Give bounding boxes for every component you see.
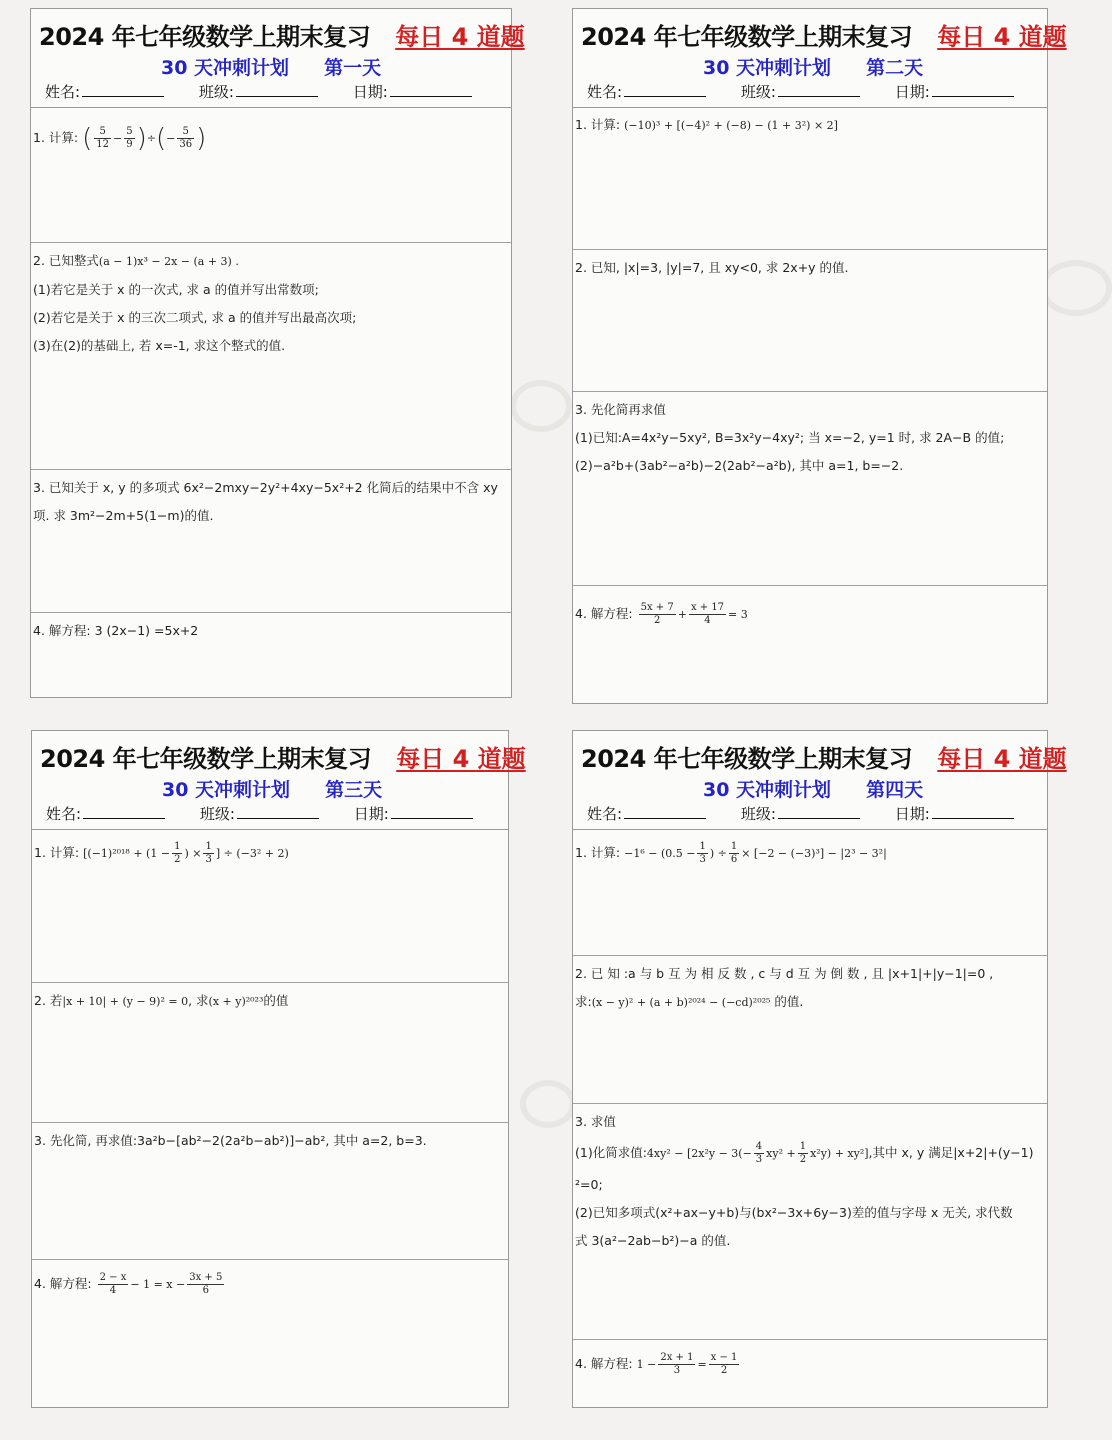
question-text: 1. 计算: [575,117,621,132]
fraction-denominator: 3 [699,854,706,865]
name-field[interactable] [83,806,165,819]
math-operator: ) × [184,847,202,860]
date-field[interactable] [932,84,1014,97]
question-line: 式 3(a²−2ab−b²)−a 的值. [575,1233,731,1248]
question-4 [31,612,511,699]
math-expression: 1 − [636,1358,657,1371]
daily-tag: 每日 4 道题 [937,23,1067,51]
day-label: 第三天 [325,779,383,801]
question-line: (2)已知多项式(x²+ax−y+b)与(bx²−3x+6y−3)差的值与字母 x 无关, 求代数 [575,1205,1013,1220]
math-expression: xy² + [766,1147,796,1160]
math-expression: (x − y)² + (a + b)²⁰²⁴ − (−cd)²⁰²⁵ [591,996,771,1009]
worksheet-day-3 [31,730,526,1408]
question-1: 1. 计算: ( $\frac{5}{12}$ − $\frac{5}{9}$ )÷(− $\frac{5}{36}$ ) [33,123,207,154]
class-field[interactable] [237,806,319,819]
class-label: 班级: [198,83,234,101]
question-text: 1. 计算: [33,130,79,145]
fraction-numerator: 4 [755,1141,763,1152]
question-line: 3. 求值 [575,1114,616,1129]
math-expression: −1⁶ − (0.5 − [624,847,696,860]
fraction-denominator: 2 [174,854,181,865]
sheet-title: 2024 年七年级数学上期末复习 [581,745,913,773]
math-expression: 4xy² − [2x²y − 3(− [646,1147,752,1160]
math-expression: (x + y)²⁰²³ [208,995,264,1008]
background-swirl [1040,260,1112,316]
question-line: (2)若它是关于 x 的三次二项式, 求 a 的值并写出最高次项; [33,310,357,325]
name-label: 姓名: [45,83,81,101]
fraction-numerator: 1 [799,1141,807,1152]
plan-label: 30 天冲刺计划 [161,57,290,79]
fraction-denominator: 2 [653,615,661,626]
background-swirl [510,380,572,432]
question-text: 4. 解方程: [34,1276,92,1291]
question-text: 2. 已知整式 [33,253,99,268]
question-line: ²=0; [575,1177,603,1192]
question-text: 的值. [774,994,804,1009]
math-expression: (a − 1)x³ − 2x − (a + 3) . [98,255,239,268]
math-expression: × [−2 − (−3)³] − |2³ − 3²| [741,847,887,860]
question-3 [31,469,511,612]
fraction-denominator: 9 [126,139,133,150]
question-line: 3. 已知关于 x, y 的多项式 6x²−2mxy−2y²+4xy−5x²+2 化简后的结果中不含 xy [33,480,498,495]
sheet-header [31,9,525,108]
question-text: 的值 [263,993,289,1008]
question-2 [573,955,1047,1103]
question-text: 4. 解方程: 3 (2x−1) =5x+2 [33,623,199,638]
math-expression: [(−1)²⁰¹⁸ + (1 − [83,847,171,860]
question-2 [32,982,508,1122]
name-field[interactable] [82,84,164,97]
fraction-denominator: 3 [755,1154,763,1165]
question-line: 3. 先化简再求值 [575,402,666,417]
plan-label: 30 天冲刺计划 [703,57,832,79]
fraction-denominator: 6 [730,854,738,865]
math-expression: ] ÷ (−3² + 2) [215,847,289,860]
day-label: 第二天 [866,57,924,79]
math-operator: ÷ [146,132,156,145]
fraction-numerator: 5x + 7 [640,602,674,613]
daily-tag: 每日 4 道题 [937,745,1067,773]
math-expression: = 3 [728,608,748,621]
question-text: 2. 若 [34,993,63,1008]
question-text: ,其中 x, y 满足|x+2|+(y−1) [868,1145,1034,1160]
fraction-denominator: 3 [205,854,212,865]
question-1 [573,107,1047,249]
question-4 [573,585,1047,705]
question-1 [573,829,1047,955]
math-operator: − [166,132,176,145]
fraction-denominator: 36 [179,139,193,150]
math-expression: |x + 10| + (y − 9)² = 0 [62,995,189,1008]
question-4 [32,1259,508,1409]
fraction-numerator: 5 [126,126,133,137]
day-label: 第四天 [866,779,924,801]
daily-tag: 每日 4 道题 [395,23,525,51]
class-field[interactable] [236,84,318,97]
name-field[interactable] [624,84,706,97]
plan-label: 30 天冲刺计划 [162,779,291,801]
question-line: (2)−a²b+(3ab²−a²b)−2(2ab²−a²b), 其中 a=1, b=−2. [575,458,904,473]
question-text: 4. 解方程: [575,1356,633,1371]
class-field[interactable] [778,84,860,97]
question-text: 4. 解方程: [575,606,633,621]
math-operator: ) ÷ [709,847,727,860]
fraction-denominator: 6 [202,1285,209,1296]
worksheet-day-4 [572,730,1067,1408]
worksheet-day-1 [30,8,525,698]
fraction-numerator: 3x + 5 [189,1272,223,1283]
fraction-numerator: 1 [205,841,212,852]
sheet-title: 2024 年七年级数学上期末复习 [581,23,913,51]
question-text: 求: [575,994,592,1009]
question-text: 1. 计算: [575,845,621,860]
question-1 [32,829,508,982]
background-swirl [520,1080,576,1128]
question-4 [573,1339,1047,1409]
math-operator: = [697,1358,707,1371]
date-label: 日期: [353,805,389,823]
day-label: 第一天 [324,57,382,79]
question-line: (1)已知:A=4x²y−5xy², B=3x²y−4xy²; 当 x=−2, y=1 时, 求 2A−B 的值; [575,430,1005,445]
question-text: , 求 [188,993,209,1008]
daily-tag: 每日 4 道题 [396,745,526,773]
sheet-header [573,9,1067,108]
question-2 [31,242,511,469]
fraction-denominator: 12 [96,139,109,150]
date-label: 日期: [894,83,930,101]
question-2 [573,249,1047,391]
math-expression: − 1 = x − [130,1278,186,1291]
class-label: 班级: [740,83,776,101]
question-line: 2. 已 知 :a 与 b 互 为 相 反 数 , c 与 d 互 为 倒 数 , 且 |x+1|+|y−1|=0 , [575,966,994,981]
sheet-title: 2024 年七年级数学上期末复习 [39,23,371,51]
question-line: (1)若它是关于 x 的一次式, 求 a 的值并写出常数项; [33,282,319,297]
fraction-denominator: 4 [109,1285,117,1296]
fraction-denominator: 4 [704,615,711,626]
date-field[interactable] [391,806,473,819]
fraction-denominator: 3 [673,1365,681,1376]
question-3 [573,1103,1047,1339]
question-3 [32,1122,508,1259]
plan-label: 30 天冲刺计划 [703,779,832,801]
question-text: (1)化简求值: [575,1145,647,1160]
name-label: 姓名: [46,805,82,823]
fraction-numerator: 1 [730,841,738,852]
question-text: 2. 已知, |x|=3, |y|=7, 且 xy<0, 求 2x+y 的值. [575,260,849,275]
math-operator: + [677,608,687,621]
fraction-denominator: 2 [799,1154,807,1165]
fraction-numerator: x + 17 [690,602,725,613]
date-label: 日期: [352,83,388,101]
fraction-denominator: 2 [720,1365,728,1376]
fraction-numerator: 2 − x [99,1272,127,1283]
class-field[interactable] [778,806,860,819]
math-expression: (−10)³ + [(−4)² + (−8) − (1 + 3²) × 2] [624,119,838,132]
question-3 [573,391,1047,585]
class-label: 班级: [199,805,235,823]
question-line: 项. 求 3m²−2m+5(1−m)的值. [33,508,214,523]
name-field[interactable] [624,806,706,819]
fraction-numerator: 1 [699,841,706,852]
sheet-header [573,731,1067,830]
class-label: 班级: [740,805,776,823]
question-line: (3)在(2)的基础上, 若 x=-1, 求这个整式的值. [33,338,286,353]
worksheet-day-2 [572,8,1067,704]
question-text: 3. 先化简, 再求值:3a²b−[ab²−2(2a²b−ab²)]−ab², 其中 a=2, b=3. [34,1133,427,1148]
math-expression: x²y) + xy²] [810,1147,869,1160]
fraction-numerator: 5 [177,126,194,139]
name-label: 姓名: [587,805,623,823]
fraction-numerator: 1 [174,841,181,852]
fraction-numerator: 2x + 1 [660,1352,694,1363]
question-text: 1. 计算: [34,845,80,860]
math-operator: − [113,132,123,145]
date-label: 日期: [894,805,930,823]
sheet-header [32,731,526,830]
name-label: 姓名: [587,83,623,101]
date-field[interactable] [390,84,472,97]
sheet-title: 2024 年七年级数学上期末复习 [40,745,372,773]
fraction-numerator: x − 1 [710,1352,738,1363]
fraction-numerator: 5 [94,126,111,139]
date-field[interactable] [932,806,1014,819]
